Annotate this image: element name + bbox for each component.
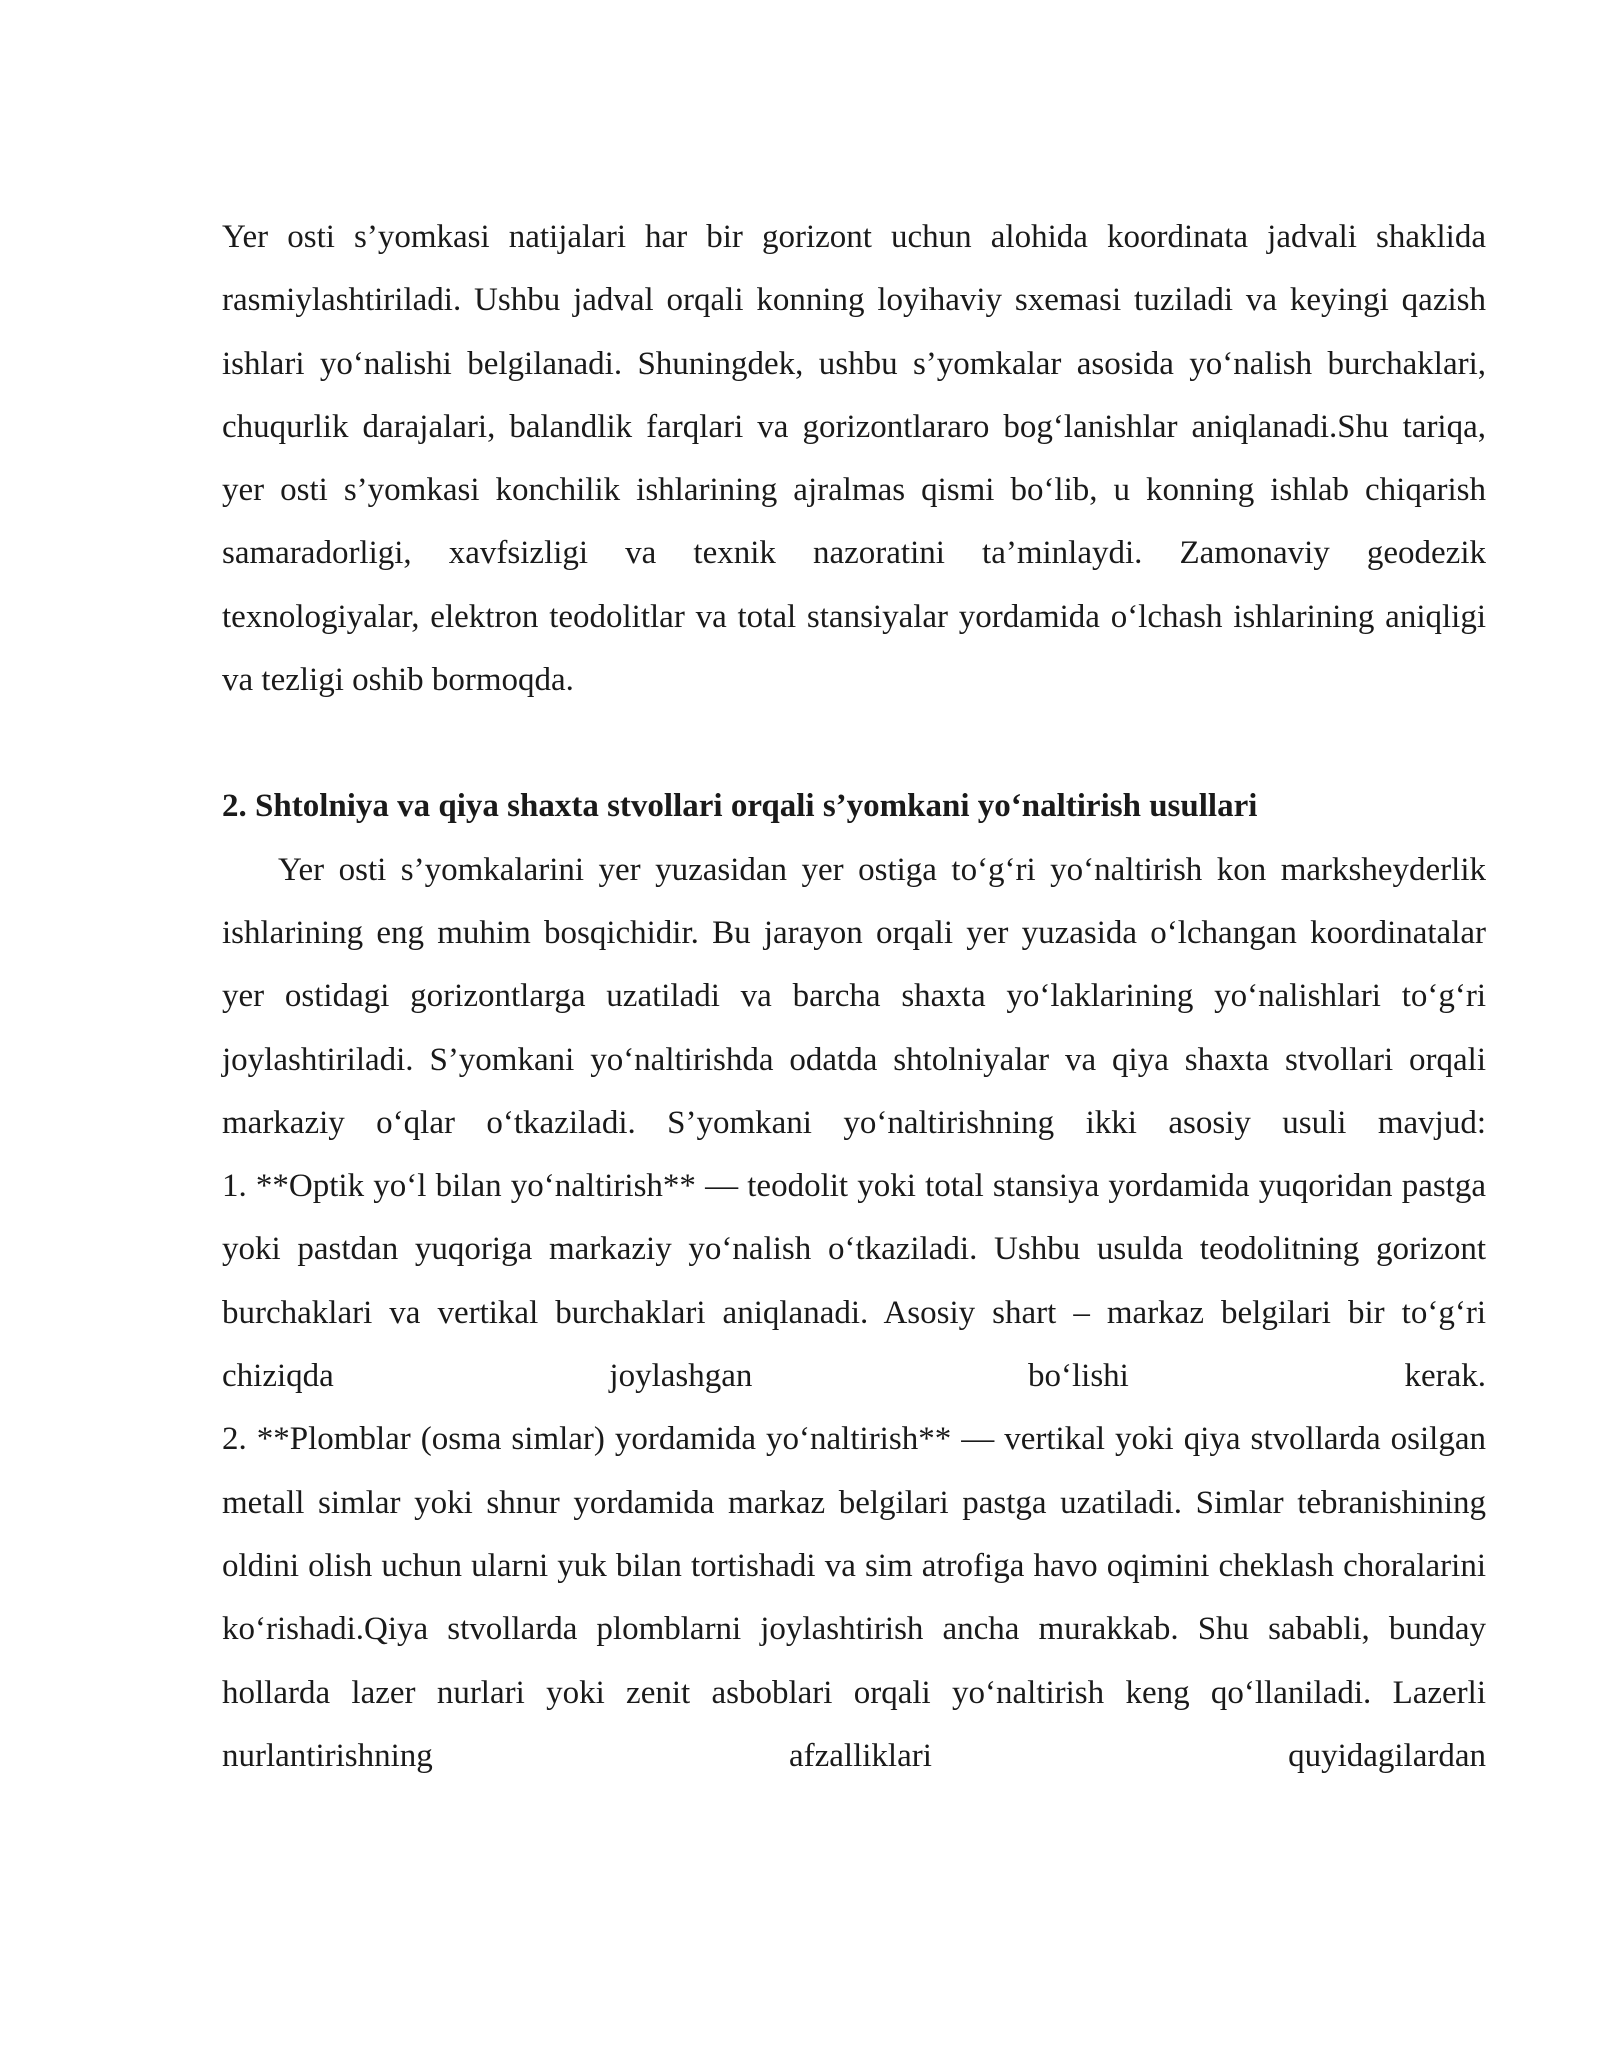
document-body	[222, 206, 1486, 1788]
section-heading: 2. Shtolniya va qiya shaxta stvollari orqali s’yomkani yo‘naltirish usullari	[222, 788, 1258, 825]
intro-paragraph: Yer osti s’yomkasi natijalari har bir gorizont uchun alohida koordinata jadvali shaklida rasmiylashtiriladi. Ushbu jadval orqali konning loyihaviy sxemasi tuziladi va keyingi qazish ishlari yo‘nalishi belgilanadi. Shuningdek, ushbu s’yomkalar asosida yo‘nalish burchaklari, chuqurlik darajalari, balandlik farqlari va gorizontlararo bog‘lanishlar aniqlanadi.Shu tariqa, yer osti s’yomkasi konchilik ishlarining ajralmas qismi bo‘lib, u konning ishlab chiqarish samaradorligi, xavfsizligi va texnik nazoratini ta’minlaydi. Zamonaviy geodezik texnologiyalar, elektron teodolitlar va total stansiyalar yordamida o‘lchash ishlarining aniqligi va tezligi oshib bormoqda.	[222, 219, 1486, 699]
method-plumb-paragraph: 2. **Plomblar (osma simlar) yordamida yo‘naltirish** — vertikal yoki qiya stvollarda osilgan metall simlar yoki shnur yordamida markaz belgilari pastga uzatiladi. Simlar tebranishining oldini olish uchun ularni yuk bilan tortishadi va sim atrofiga havo oqimini cheklash choralarini ko‘rishadi.Qiya stvollarda plomblarni joylashtirish ancha murakkab. Shu sababli, bunday hollarda lazer nurlari yoki zenit asboblari orqali yo‘naltirish keng qo‘llaniladi. Lazerli nurlantirishning afzalliklari quyidagilardan	[222, 1421, 1486, 1774]
paragraph-spacer	[222, 712, 1486, 775]
method-optical-paragraph: 1. **Optik yo‘l bilan yo‘naltirish** — teodolit yoki total stansiya yordamida yuqoridan pastga yoki pastdan yuqoriga markaziy yo‘nalish o‘tkaziladi. Ushbu usulda teodolitning gorizont burchaklari va vertikal burchaklari aniqlanadi. Asosiy shart – markaz belgilari bir to‘g‘ri chiziqda joylashgan bo‘lishi kerak.	[222, 1168, 1486, 1395]
section-paragraph: Yer osti s’yomkalarini yer yuzasidan yer ostiga to‘g‘ri yo‘naltirish kon marksheyderlik ishlarining eng muhim bosqichidir. Bu jarayon orqali yer yuzasida o‘lchangan koordinatalar yer ostidagi gorizontlarga uzatiladi va barcha shaxta yo‘laklarining yo‘nalishlari to‘g‘ri joylashtiriladi. S’yomkani yo‘naltirishda odatda shtolniyalar va qiya shaxta stvollari orqali markaziy o‘qlar o‘tkaziladi. S’yomkani yo‘naltirishning ikki asosiy usuli mavjud:	[222, 851, 1486, 1141]
